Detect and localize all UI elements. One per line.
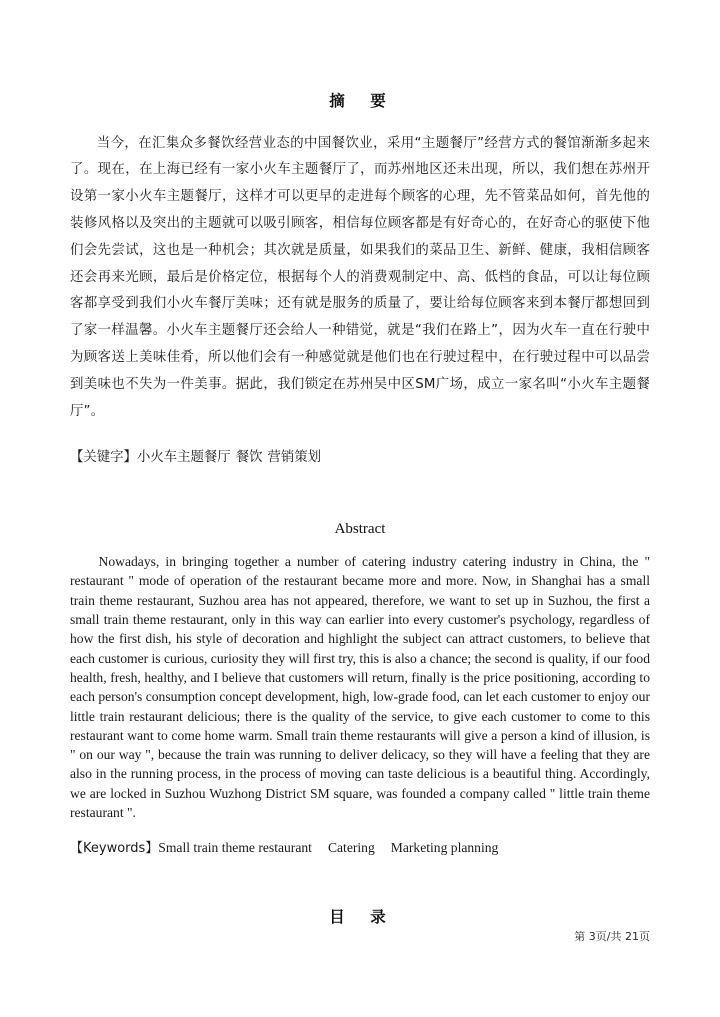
english-abstract-heading: Abstract bbox=[334, 521, 386, 538]
page-content bbox=[70, 0, 650, 859]
english-keywords-line bbox=[70, 822, 650, 858]
chinese-abstract-heading: 摘 要 bbox=[329, 92, 391, 110]
english-abstract-paragraph: Nowadays, in bringing together a number of catering industry catering industry in China, the " restaurant " mode of operation of the restaurant became more and more. Now, in Shanghai has a small train theme restaurant, Suzhou area has not appeared, therefore, we want to set up in Suzhou, the first a small train theme restaurant, only in this way can earlier into every customer's psychology, regardless of how the first dish, his style of decoration and highlight the subject can attract customers, to believe that each customer is curious, curiosity they will first try, this is also a chance; the second is quality, if our food health, fresh, healthy, and I believe that customers will return, finally is the price positioning, according to each person's consumption concept development, high, low-grade food, can let each customer to enjoy our little train restaurant delicious; there is the quality of the service, to give each customer to come to this restaurant want to come home warm. Small train theme restaurants will give a person a kind of illusion, is " on our way ", because the train was running to deliver delicacy, so they will have a feeling that they are also in the running process, in the process of moving can taste delicious is a beautiful thing. Accordingly, we are locked in Suzhou Wuzhong District SM square, was founded a company called " little train theme restaurant ". bbox=[70, 554, 650, 821]
english-keyword-3: Marketing planning bbox=[390, 840, 499, 856]
english-keyword-2: Catering bbox=[327, 840, 375, 856]
table-of-contents-heading: 目 录 bbox=[329, 908, 391, 926]
english-keyword-1: Small train theme restaurant bbox=[158, 840, 312, 856]
page-number-footer: 第 3页/共 21页 bbox=[574, 930, 650, 943]
chinese-abstract-paragraph: 当今，在汇集众多餐饮经营业态的中国餐饮业，采用“主题餐厅”经营方式的餐馆渐渐多起来了。现在，在上海已经有一家小火车主题餐厅了，而苏州地区还未出现，所以，我们想在苏州开设第一家小火车主题餐厅，这样才可以更早的走进每个顾客的心理，先不管菜品如何，首先他的装修风格以及突出的主题就可以吸引顾客，相信每位顾客都是有好奇心的，在好奇心的驱使下他们会先尝试，这也是一种机会；其次就是质量，如果我们的菜品卫生、新鲜、健康，我相信顾客还会再来光顾，最后是价格定位，根据每个人的消费观制定中、高、低档的食品，可以让每位顾客都享受到我们小火车餐厅美味；还有就是服务的质量了，要让给每位顾客来到本餐厅都想回到了家一样温馨。小火车主题餐厅还会给人一种错觉，就是“我们在路上”，因为火车一直在行驶中为顾客送上美味佳肴，所以他们会有一种感觉就是他们也在行驶过程中，在行驶过程中可以品尝到美味也不失为一件美事。据此，我们锁定在苏州吴中区SM广场，成立一家名叫“小火车主题餐厅”。 bbox=[70, 135, 650, 419]
chinese-keyword-3: 营销策划 bbox=[267, 450, 322, 466]
chinese-keywords-label: 【关键字】 bbox=[70, 450, 137, 466]
english-abstract-section bbox=[70, 472, 650, 858]
chinese-keyword-2: 餐饮 bbox=[235, 450, 263, 466]
chinese-keyword-1: 小火车主题餐厅 bbox=[136, 450, 231, 466]
english-keywords-label: 【Keywords】 bbox=[70, 841, 159, 857]
chinese-abstract-section bbox=[70, 0, 650, 472]
chinese-keywords-line bbox=[70, 425, 650, 472]
